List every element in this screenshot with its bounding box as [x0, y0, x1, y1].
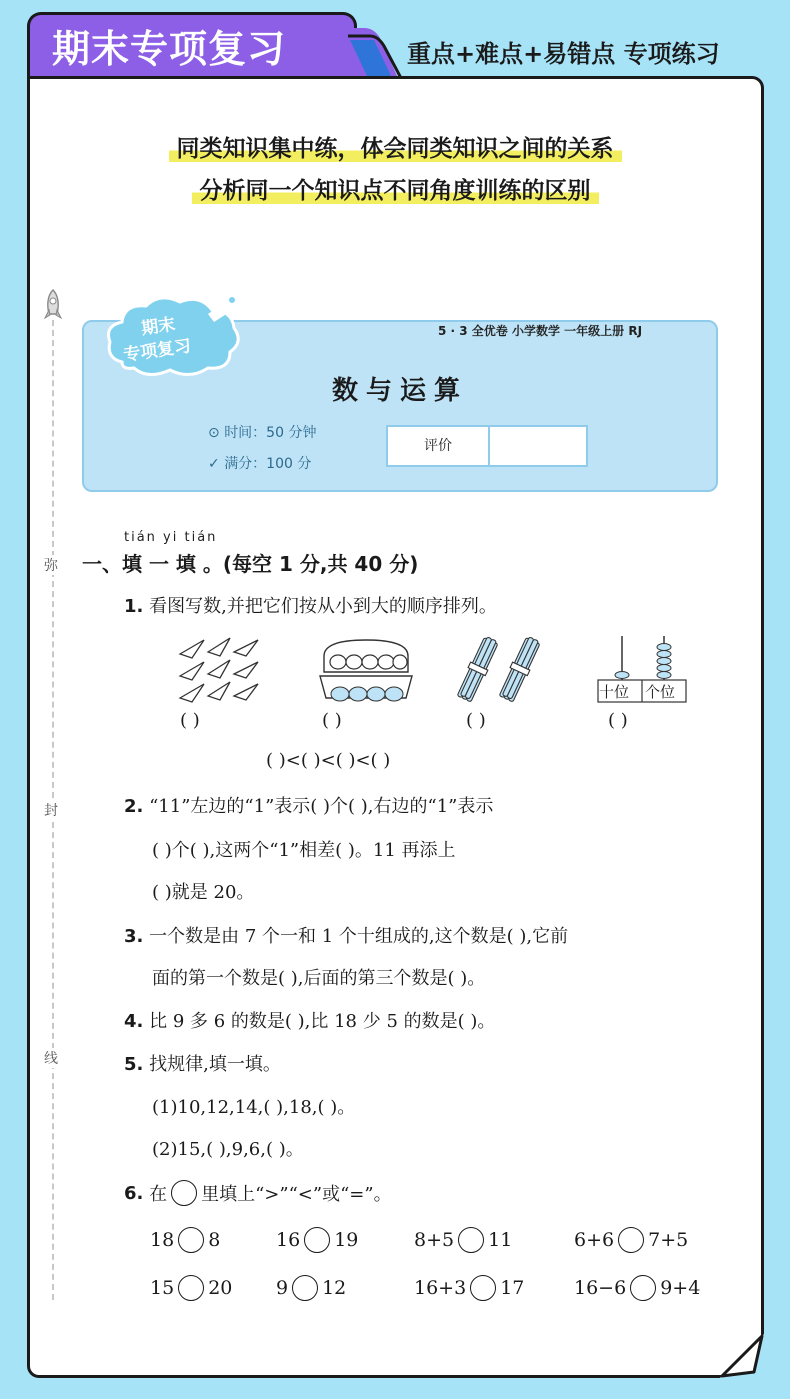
q6-item: 16−6 9+4	[574, 1277, 701, 1299]
q1-prompt: 1. 看图写数,并把它们按从小到大的顺序排列。	[124, 596, 497, 617]
binding-label-2: 封	[44, 800, 58, 820]
paper-planes-image	[178, 636, 264, 706]
banner-tab-slant	[330, 28, 410, 80]
evaluation-label: 评价	[388, 427, 490, 465]
circle-icon	[171, 1180, 197, 1206]
compare-circle[interactable]	[470, 1275, 496, 1301]
sheet-title: 数与运算	[331, 376, 468, 406]
q6-item: 6+6 7+5	[574, 1229, 689, 1251]
q6-item: 8+5 11	[414, 1229, 513, 1251]
q3-line-1: 3. 一个数是由 7 个一和 1 个十组成的,这个数是( ),它前	[124, 926, 569, 947]
q1-blank-2[interactable]: ( )	[322, 710, 342, 731]
time-limit: ⊙ 时间：50 分钟	[208, 425, 317, 441]
q4-line-1: 4. 比 9 多 6 的数是( ),比 18 少 5 的数是( )。	[124, 1011, 496, 1032]
q1-order-blanks[interactable]: ( )<( )<( )<( )	[266, 750, 391, 771]
stick-bundles-image	[456, 634, 546, 706]
badge-line-1: 期末	[140, 314, 177, 340]
full-score: ✓ 满分：100 分	[208, 456, 312, 472]
q6-item: 18 8	[150, 1229, 221, 1251]
compare-circle[interactable]	[304, 1227, 330, 1253]
rocket-icon	[42, 288, 64, 324]
compare-circle[interactable]	[618, 1227, 644, 1253]
compare-circle[interactable]	[458, 1227, 484, 1253]
q6-item: 9 12	[276, 1277, 347, 1299]
page-fold-icon	[720, 1334, 764, 1378]
compare-circle[interactable]	[178, 1227, 204, 1253]
q5-sub-1: (1)10,12,14,( ),18,( )。	[152, 1097, 356, 1118]
q3-line-2: 面的第一个数是( ),后面的第三个数是( )。	[152, 968, 486, 989]
q1-blank-3[interactable]: ( )	[466, 710, 486, 731]
compare-circle[interactable]	[630, 1275, 656, 1301]
q2-line-1: 2. “11”左边的“1”表示( )个( ),右边的“1”表示	[124, 796, 494, 817]
q5-prompt: 5. 找规律,填一填。	[124, 1054, 281, 1075]
badge-line-2: 专项复习	[122, 336, 193, 366]
check-icon: ✓	[208, 456, 225, 472]
binding-label-3: 线	[44, 1048, 58, 1068]
clock-icon: ⊙	[208, 425, 225, 441]
binding-label-1: 弥	[44, 555, 58, 575]
banner-title: 期末专项复习	[52, 27, 287, 71]
abacus-ones-label: 个位	[645, 683, 676, 701]
evaluation-box	[386, 425, 588, 467]
q2-line-3: ( )就是 20。	[152, 882, 255, 903]
compare-circle[interactable]	[292, 1275, 318, 1301]
q1-blank-1[interactable]: ( )	[180, 710, 200, 731]
egg-carton-image	[318, 636, 414, 706]
q2-line-2: ( )个( ),这两个“1”相差( )。11 再添上	[152, 840, 456, 861]
banner-subtitle: 重点+难点+易错点 专项练习	[407, 40, 720, 68]
q1-blank-4[interactable]: ( )	[608, 710, 628, 731]
slogan-line-1: 同类知识集中练，体会同类知识之间的关系	[0, 130, 790, 163]
q6-item: 15 20	[150, 1277, 233, 1299]
slogan-line-2: 分析同一个知识点不同角度训练的区别	[0, 172, 790, 205]
section-title: 一、填 一 填 。(每空 1 分,共 40 分)	[82, 552, 419, 576]
section-pinyin: tián yi tián	[124, 530, 218, 545]
abacus-tens-label: 十位	[599, 683, 630, 701]
q5-sub-2: (2)15,( ),9,6,( )。	[152, 1139, 304, 1160]
q6-item: 16 19	[276, 1229, 359, 1251]
q6-prompt: 6. 在 里填上“>”“<”或“=”。	[124, 1180, 392, 1206]
series-tag: 5 · 3 全优卷 小学数学 一年级上册 RJ	[438, 324, 643, 338]
compare-circle[interactable]	[178, 1275, 204, 1301]
q6-item: 16+3 17	[414, 1277, 525, 1299]
